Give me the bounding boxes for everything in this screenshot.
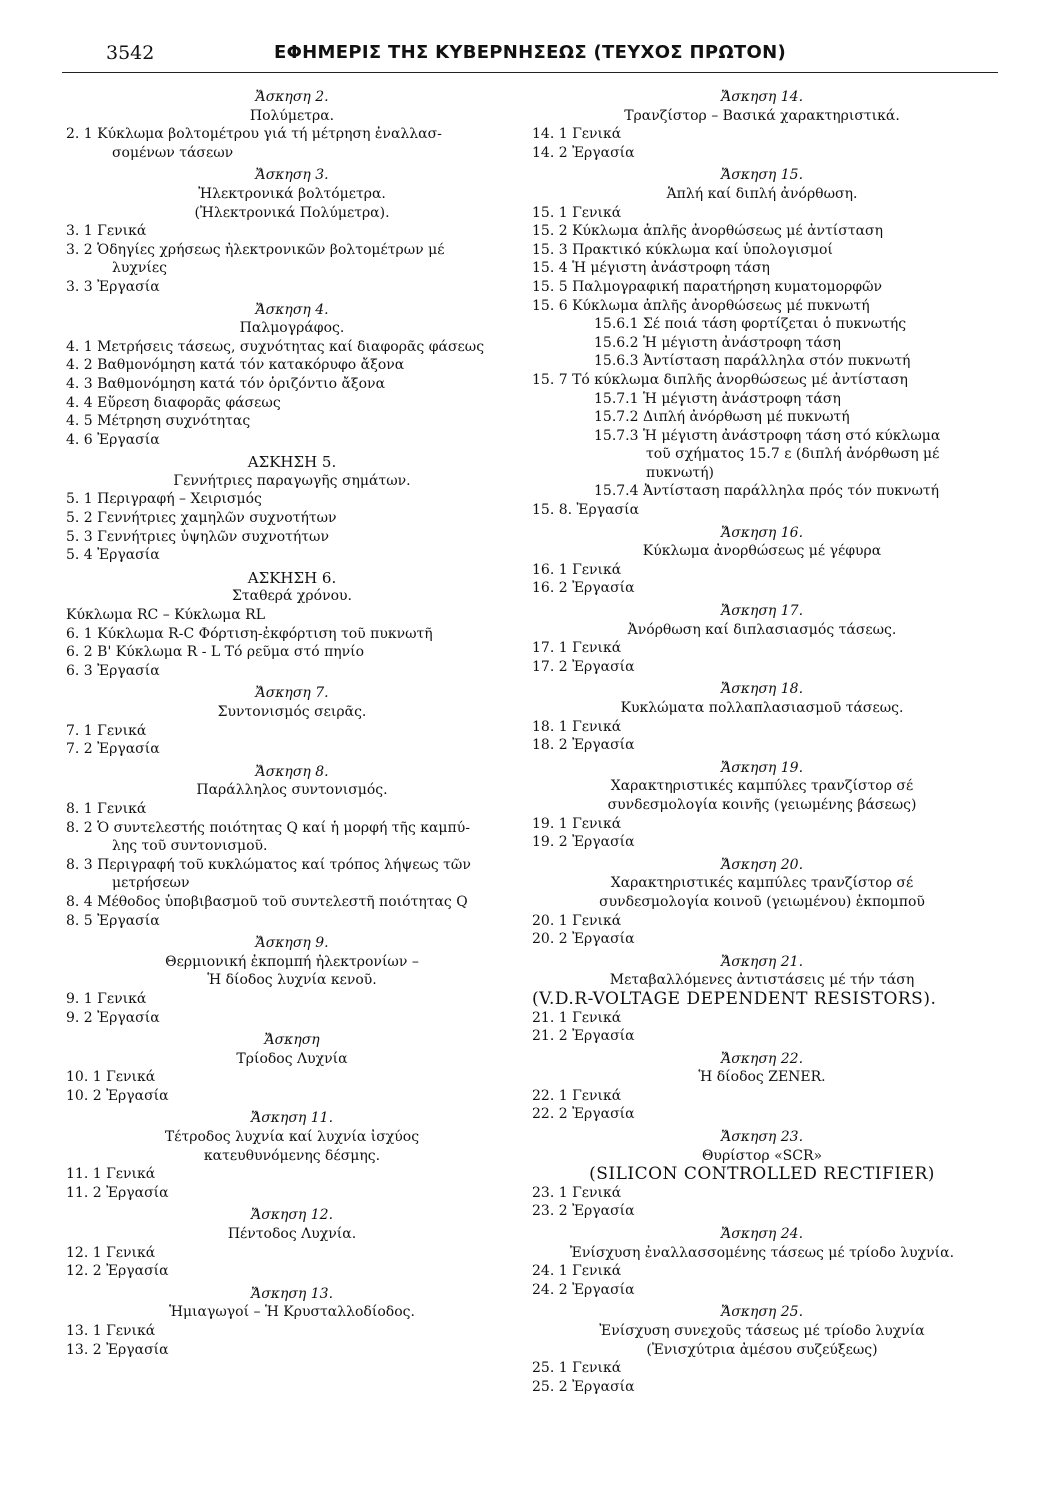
exercise-heading: Ἄσκηση 16. xyxy=(720,524,804,541)
exercise-heading: Ἄσκηση 19. xyxy=(720,759,804,776)
exercise-heading: Ἄσκηση 7. xyxy=(255,685,329,702)
toc-item: 19. 1 Γενικά xyxy=(532,815,622,832)
toc-item: 6. 1 Κύκλωμα R-C Φόρτιση-ἐκφόρτιση τοῦ πυκνωτῆ xyxy=(66,625,433,642)
exercise-heading: Ἄσκηση 3. xyxy=(255,167,329,184)
toc-item: 5. 2 Γεννήτριες χαμηλῶν συχνοτήτων xyxy=(66,510,337,527)
exercise-subtitle: (Ἠλεκτρονικά Πολύμετρα). xyxy=(194,204,390,221)
toc-item: 7. 1 Γενικά xyxy=(66,722,147,739)
toc-item: 11. 2 Ἐργασία xyxy=(66,1184,169,1201)
exercise-subtitle: Πέντοδος Λυχνία. xyxy=(227,1226,357,1243)
toc-item: 20. 2 Ἐργασία xyxy=(532,931,635,948)
toc-item: 4. 1 Μετρήσεις τάσεως, συχνότητας καί διαφορᾶς φάσεως xyxy=(66,338,485,355)
exercise-heading: Ἄσκηση 9. xyxy=(255,935,329,952)
exercise-subtitle: Πολύμετρα. xyxy=(249,107,335,124)
exercise-subtitle: (SILICON CONTROLLED RECTIFIER) xyxy=(589,1164,935,1185)
toc-item: 13. 1 Γενικά xyxy=(66,1323,156,1339)
toc-item: 8. 1 Γενικά xyxy=(66,800,147,817)
toc-subitem: 15.6.1 Σέ ποιά τάση φορτίζεται ὁ πυκνωτής xyxy=(594,316,907,333)
toc-item: 20. 1 Γενικά xyxy=(532,912,622,929)
toc-item: 15. 7 Τό κύκλωμα διπλῆς ἀνορθώσεως μέ ἀντίσταση xyxy=(532,371,908,388)
toc-item: 4. 2 Βαθμονόμηση κατά τόν κατακόρυφο ἄξονα xyxy=(66,357,405,374)
toc-item: 15. 4 Ἡ μέγιστη ἀνάστροφη τάση xyxy=(532,260,770,277)
exercise-subtitle: συνδεσμολογία κοινῆς (γειωμένης βάσεως) xyxy=(607,796,917,813)
toc-item: 25. 1 Γενικά xyxy=(532,1360,622,1377)
exercise-heading: Ἄσκηση 14. xyxy=(720,89,804,105)
exercise-subtitle: Τρανζίστορ – Βασικά χαρακτηριστικά. xyxy=(624,107,900,124)
toc-item: 4. 5 Μέτρηση συχνότητας xyxy=(66,413,251,430)
exercise-heading: Ἄσκηση 15. xyxy=(720,167,804,184)
toc-subitem: 15.7.4 Ἀντίσταση παράλληλα πρός τόν πυκνωτή xyxy=(594,483,940,500)
exercise-subtitle: Χαρακτηριστικές καμπύλες τρανζίστορ σέ xyxy=(610,875,914,892)
toc-subitem-continuation: τοῦ σχήματος 15.7 ε (διπλή ἀνόρθωση μέ xyxy=(646,446,940,463)
exercise-subtitle: Παλμογράφος. xyxy=(239,320,345,337)
toc-item: 2. 1 Κύκλωμα βολτομέτρου γιά τή μέτρηση ἐναλλασ- xyxy=(66,126,442,143)
exercise-heading: Ἄσκηση 2. xyxy=(255,89,329,105)
toc-item: 11. 1 Γενικά xyxy=(66,1166,156,1183)
toc-item: 24. 1 Γενικά xyxy=(532,1263,622,1280)
toc-item: 8. 2 Ὁ συντελεστής ποιότητας Q καί ἡ μορφή τῆς καμπύ- xyxy=(66,819,470,836)
toc-item: 19. 2 Ἐργασία xyxy=(532,834,635,851)
toc-item: 12. 1 Γενικά xyxy=(66,1244,156,1261)
exercise-heading: Ἄσκηση 22. xyxy=(720,1050,804,1067)
toc-item: 4. 3 Βαθμονόμηση κατά τόν ὁριζόντιο ἄξονα xyxy=(66,375,386,392)
toc-item: 18. 2 Ἐργασία xyxy=(532,737,635,754)
toc-item: 7. 2 Ἐργασία xyxy=(66,741,160,758)
toc-item: Κύκλωμα RC – Κύκλωμα RL xyxy=(66,607,266,624)
exercise-subtitle: Παράλληλος συντονισμός. xyxy=(196,782,388,799)
exercise-subtitle: Ἡ δίοδος ZENER. xyxy=(698,1069,826,1086)
exercise-subtitle: Θερμιονική ἐκπομπή ἠλεκτρονίων – xyxy=(165,953,419,970)
toc-item: 24. 2 Ἐργασία xyxy=(532,1281,635,1298)
exercise-heading: Ἄσκηση 21. xyxy=(720,953,804,970)
exercise-heading: ΑΣΚΗΣΗ 6. xyxy=(247,568,337,587)
exercise-subtitle: Συντονισμός σειρᾶς. xyxy=(217,704,367,720)
toc-item: 15. 3 Πρακτικό κύκλωμα καί ὑπολογισμοί xyxy=(532,241,833,258)
toc-item: 23. 2 Ἐργασία xyxy=(532,1203,635,1220)
toc-subitem-continuation: πυκνωτή) xyxy=(646,464,714,481)
toc-subitem: 15.6.3 Ἀντίσταση παράλληλα στόν πυκνωτή xyxy=(594,353,911,370)
exercise-heading: Ἄσκηση 17. xyxy=(720,603,804,620)
toc-item-continuation: λης τοῦ συντονισμοῦ. xyxy=(112,838,268,855)
exercise-heading: Ἄσκηση 20. xyxy=(720,856,804,873)
toc-item: 14. 1 Γενικά xyxy=(532,126,622,143)
toc-item: 15. 2 Κύκλωμα ἁπλῆς ἀνορθώσεως μέ ἀντίσταση xyxy=(532,223,883,240)
toc-item: 6. 2 Β' Κύκλωμα R - L Τό ρεῦμα στό πηνίο xyxy=(66,644,365,661)
exercise-heading: Ἄσκηση 12. xyxy=(250,1207,334,1224)
toc-item: 3. 2 Ὁδηγίες χρήσεως ἠλεκτρονικῶν βολτομέτρων μέ xyxy=(66,241,445,258)
toc-item-continuation: μετρήσεων xyxy=(112,875,190,892)
exercise-subtitle: συνδεσμολογία κοινοῦ (γειωμένου) ἐκπομποῦ xyxy=(599,893,925,910)
toc-item: 12. 2 Ἐργασία xyxy=(66,1263,169,1280)
exercise-subtitle: Ἐνίσχυση ἐναλλασσομένης τάσεως μέ τρίοδο λυχνία. xyxy=(569,1244,955,1261)
toc-item: 5. 1 Περιγραφή – Χειρισμός xyxy=(66,491,262,508)
right-column xyxy=(532,84,992,1396)
toc-item: 15. 8. Ἐργασία xyxy=(532,502,640,519)
exercise-heading: ΑΣΚΗΣΗ 5. xyxy=(247,453,337,472)
exercise-heading: Ἄσκηση 25. xyxy=(720,1304,804,1321)
toc-item: 5. 4 Ἐργασία xyxy=(66,547,160,564)
toc-item: 9. 2 Ἐργασία xyxy=(66,1009,160,1026)
exercise-subtitle: Τέτροδος λυχνία καί λυχνία ἰσχύος xyxy=(164,1129,420,1146)
toc-item-continuation: σομένων τάσεων xyxy=(112,144,234,161)
toc-subitem: 15.7.1 Ἡ μέγιστη ἀνάστροφη τάση xyxy=(594,390,841,407)
exercise-subtitle: (Ἐνισχύτρια ἀμέσου συζεύξεως) xyxy=(646,1341,878,1358)
toc-item: 15. 6 Κύκλωμα ἁπλῆς ἀνορθώσεως μέ πυκνωτή xyxy=(532,297,870,314)
toc-item: 16. 1 Γενικά xyxy=(532,561,622,578)
exercise-heading: Ἄσκηση 11. xyxy=(250,1110,334,1127)
exercise-subtitle: Τρίοδος Λυχνία xyxy=(236,1050,348,1067)
toc-item: 3. 1 Γενικά xyxy=(66,223,147,240)
toc-item: 21. 1 Γενικά xyxy=(532,1009,622,1026)
exercise-subtitle: Σταθερά χρόνου. xyxy=(232,588,352,605)
exercise-subtitle: Γεννήτριες παραγωγῆς σημάτων. xyxy=(173,472,411,489)
toc-item: 17. 1 Γενικά xyxy=(532,640,622,657)
toc-item: 15. 1 Γενικά xyxy=(532,204,622,221)
toc-item-continuation: λυχνίες xyxy=(112,260,167,277)
exercise-subtitle: Ἡ δίοδος λυχνία κενοῦ. xyxy=(207,972,377,989)
exercise-subtitle: Ἐνίσχυση συνεχοῦς τάσεως μέ τρίοδο λυχνία xyxy=(599,1323,925,1339)
toc-item: 8. 3 Περιγραφή τοῦ κυκλώματος καί τρόπος λήψεως τῶν xyxy=(66,856,471,873)
exercise-subtitle: Κύκλωμα ἀνορθώσεως μέ γέφυρα xyxy=(642,543,882,560)
toc-item: 8. 4 Μέθοδος ὑποβιβασμοῦ τοῦ συντελεστῆ ποιότητας Q xyxy=(66,893,468,910)
exercise-subtitle: Χαρακτηριστικές καμπύλες τρανζίστορ σέ xyxy=(610,778,914,795)
exercise-subtitle: (V.D.R-VOLTAGE DEPENDENT RESISTORS). xyxy=(532,988,937,1009)
exercise-subtitle: Θυρίστορ «SCR» xyxy=(701,1147,823,1164)
exercise-heading: Ἄσκηση 24. xyxy=(720,1226,804,1243)
exercise-subtitle: Ἀνόρθωση καί διπλασιασμός τάσεως. xyxy=(627,621,897,638)
toc-item: 5. 3 Γεννήτριες ὑψηλῶν συχνοτήτων xyxy=(66,528,329,545)
toc-item: 4. 4 Εὕρεση διαφορᾶς φάσεως xyxy=(66,394,281,411)
exercise-subtitle: Ἡμιαγωγοί – Ἡ Κρυσταλλοδίοδος. xyxy=(169,1304,415,1321)
toc-item: 6. 3 Ἐργασία xyxy=(66,662,160,679)
toc-item: 14. 2 Ἐργασία xyxy=(532,144,635,161)
exercise-subtitle: Ἁπλή καί διπλή ἀνόρθωση. xyxy=(666,185,858,202)
left-column xyxy=(66,84,518,1359)
toc-item: 17. 2 Ἐργασία xyxy=(532,658,635,675)
exercise-subtitle: κατευθυνόμενης δέσμης. xyxy=(203,1147,381,1164)
toc-item: 10. 1 Γενικά xyxy=(66,1069,156,1086)
page-header xyxy=(62,38,998,73)
exercise-heading: Ἄσκηση 23. xyxy=(720,1129,804,1146)
toc-item: 8. 5 Ἐργασία xyxy=(66,912,160,929)
exercise-heading: Ἄσκηση 18. xyxy=(720,681,804,698)
toc-item: 13. 2 Ἐργασία xyxy=(66,1341,169,1358)
exercise-subtitle: Ἠλεκτρονικά βολτόμετρα. xyxy=(198,185,386,202)
toc-item: 18. 1 Γενικά xyxy=(532,718,622,735)
toc-item: 25. 2 Ἐργασία xyxy=(532,1378,635,1395)
exercise-heading: Ἄσκηση 13. xyxy=(250,1285,334,1302)
toc-item: 4. 6 Ἐργασία xyxy=(66,431,160,448)
toc-subitem: 15.6.2 Ἡ μέγιστη ἀνάστροφη τάση xyxy=(594,334,841,351)
toc-item: 9. 1 Γενικά xyxy=(66,990,147,1007)
toc-item: 22. 1 Γενικά xyxy=(532,1087,622,1104)
toc-item: 22. 2 Ἐργασία xyxy=(532,1106,635,1123)
toc-item: 10. 2 Ἐργασία xyxy=(66,1087,169,1104)
toc-subitem: 15.7.3 Ἡ μέγιστη ἀνάστροφη τάση στό κύκλωμα xyxy=(594,427,941,444)
toc-item: 23. 1 Γενικά xyxy=(532,1184,622,1201)
page-number: 3542 xyxy=(106,42,155,64)
exercise-heading: Ἄσκηση 4. xyxy=(255,301,329,318)
exercise-subtitle: Μεταβαλλόμενες ἀντιστάσεις μέ τήν τάση xyxy=(609,972,915,989)
toc-item: 21. 2 Ἐργασία xyxy=(532,1028,635,1045)
exercise-heading: Ἄσκηση xyxy=(264,1032,320,1049)
toc-subitem: 15.7.2 Διπλή ἀνόρθωση μέ πυκνωτή xyxy=(594,409,850,426)
toc-item: 16. 2 Ἐργασία xyxy=(532,580,635,597)
toc-item: 15. 5 Παλμογραφική παρατήρηση κυματομορφῶν xyxy=(532,278,883,295)
toc-item: 3. 3 Ἐργασία xyxy=(66,278,160,295)
running-title: ΕΦΗΜΕΡΙΣ ΤΗΣ ΚΥΒΕΡΝΗΣΕΩΣ (ΤΕΥΧΟΣ ΠΡΩΤΟΝ) xyxy=(273,42,786,63)
exercise-heading: Ἄσκηση 8. xyxy=(255,763,329,780)
exercise-subtitle: Κυκλώματα πολλαπλασιασμοῦ τάσεως. xyxy=(620,700,904,716)
